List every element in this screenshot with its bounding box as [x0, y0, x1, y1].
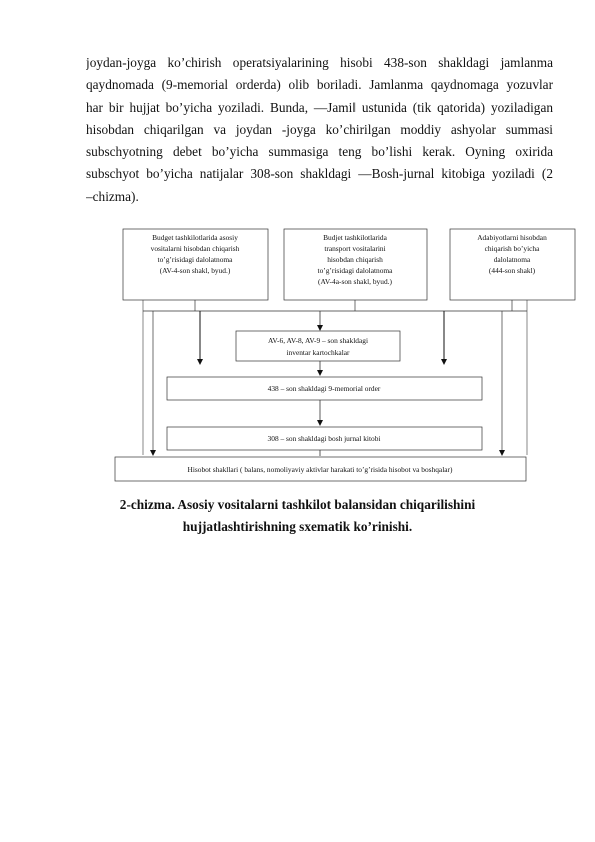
paragraph-line: hisobdan chiqarilgan va joydan -joyga ko’chirilgan moddiy ashyolar summasi [86, 121, 553, 137]
general-journal-label: 308 – son shakldagi bosh jurnal kitobi [267, 434, 381, 443]
top-box-3-line: dalolatnoma [493, 255, 531, 264]
paragraph-line: subschyotning debet bo’yicha summasiga teng bo’lishi kerak. Oyning oxirida [86, 144, 553, 160]
inventory-cards-line: inventar kartochkalar [286, 348, 350, 357]
top-box-2-line: hisobdan chiqarish [327, 255, 383, 264]
top-box-1-line: (AV-4-son shakl, byud.) [159, 266, 231, 275]
top-box-3-line: (444-son shakl) [488, 266, 536, 275]
top-box-1-line: to’g’risidagi dalolatnoma [157, 255, 233, 264]
top-box-1-line: vositalarni hisobdan chiqarish [150, 244, 240, 253]
inventory-cards-line: AV-6, AV-8, AV-9 – son shakldagi [268, 336, 368, 345]
figure-caption-line-1: 2-chizma. Asosiy vositalarni tashkilot balansidan chiqarilishini [119, 497, 476, 512]
top-box-3-line: chiqarish bo’yicha [484, 244, 540, 253]
top-box-2-line: Budjet tashkilotlarida [323, 233, 387, 242]
top-box-1-line: Budget tashkilotlarida asosiy [152, 233, 238, 242]
memorial-order-label: 438 – son shakldagi 9-memorial order [267, 384, 381, 393]
paragraph-line: har bir hujjat bo’yicha yoziladi. Bunda, ―Jami‖ ustunida (tik qatorida) yoziladigan [86, 99, 553, 115]
top-box-2-line: transport vositalarini [324, 244, 386, 253]
paragraph-line: qaydnomada (9-memorial orderda) olib boriladi. Jamlanma qaydnomaga yozuvlar [86, 77, 553, 93]
paragraph-line: joydan-joyga ko’chirish operatsiyalarining hisobi 438-son shakldagi jamlanma [86, 55, 553, 70]
top-box-2-line: to’g’risidagi dalolatnoma [317, 266, 393, 275]
report-forms-label: Hisobot shakllari ( balans, nomoliyaviy aktivlar harakati to’g’risida hisobot va boshqalar) [187, 465, 453, 474]
top-box-3-line: Adabiyotlarni hisobdan [477, 233, 547, 242]
top-box-2-line: (AV-4a-son shakl, byud.) [318, 277, 392, 286]
figure-caption-line-2: hujjatlashtirishning sxematik ko’rinishi. [182, 519, 413, 534]
paragraph-line: –chizma). [86, 188, 139, 204]
paragraph-line: subschyot bo’yicha natijalar 308-son shakldagi ―Bosh-jurnal kitobiga yoziladi (2 [86, 166, 553, 182]
